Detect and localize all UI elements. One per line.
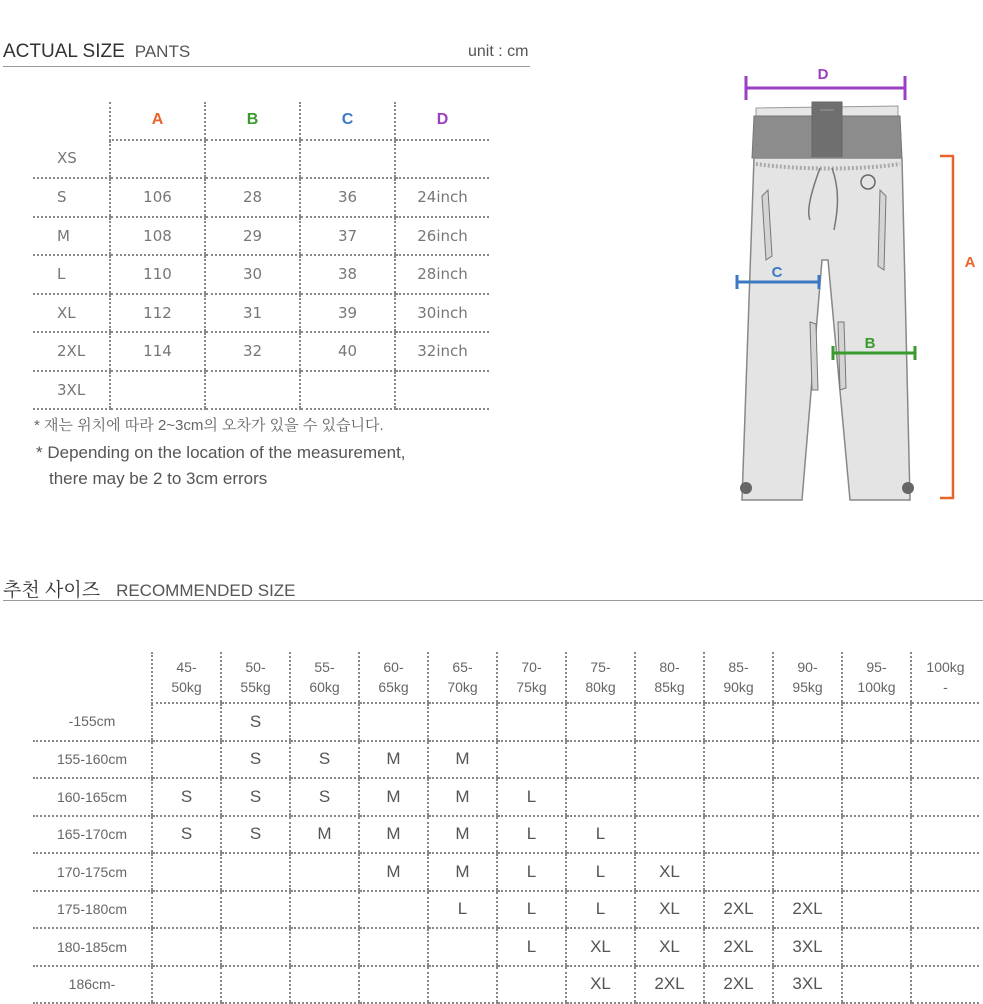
height-row xyxy=(33,966,979,1004)
recommended-size-cell xyxy=(221,928,290,966)
recommended-size-cell xyxy=(428,928,497,966)
col-header-d: D xyxy=(395,102,489,140)
height-label: 186cm- xyxy=(33,966,152,1004)
measurement-cell xyxy=(395,140,489,179)
height-label: 160-165cm xyxy=(33,778,152,816)
cuff-toggle-left xyxy=(740,482,752,494)
recommended-size-cell xyxy=(359,703,428,741)
actual-size-subtitle: PANTS xyxy=(134,42,191,61)
recommended-size-cell xyxy=(497,703,566,741)
recommended-size-cell xyxy=(290,928,359,966)
recommended-size-cell xyxy=(773,778,842,816)
weight-header xyxy=(842,652,911,703)
pants-diagram xyxy=(720,60,983,510)
size-label: M xyxy=(33,217,110,256)
size-header-empty xyxy=(33,102,110,140)
weight-header-line1: 55- xyxy=(314,659,335,675)
weight-header xyxy=(221,652,290,703)
recommended-size-cell xyxy=(773,816,842,854)
note-english-line2: there may be 2 to 3cm errors xyxy=(49,469,268,488)
measurement-cell xyxy=(300,371,395,410)
height-row xyxy=(33,778,979,816)
recommended-size-cell xyxy=(359,928,428,966)
actual-size-row xyxy=(33,255,489,294)
size-label: L xyxy=(33,255,110,294)
measurement-cell: 28 xyxy=(205,178,300,217)
recommended-size-cell: L xyxy=(566,891,635,929)
weight-header xyxy=(359,652,428,703)
recommended-size-cell: 2XL xyxy=(773,891,842,929)
recommended-size-cell: S xyxy=(152,816,221,854)
recommended-size-cell xyxy=(635,816,704,854)
recommended-size-cell: 2XL xyxy=(704,928,773,966)
actual-size-divider xyxy=(3,66,530,67)
weight-header-line1: 65- xyxy=(452,659,473,675)
recommended-size-cell xyxy=(635,703,704,741)
recommended-size-cell: S xyxy=(152,778,221,816)
weight-header-line2: 70kg xyxy=(447,679,478,695)
recommended-size-cell xyxy=(566,778,635,816)
weight-header-line1: 50- xyxy=(245,659,266,675)
height-row xyxy=(33,853,979,891)
recommended-size-cell xyxy=(566,741,635,779)
recommended-size-cell xyxy=(911,853,979,891)
weight-header xyxy=(704,652,773,703)
actual-size-row xyxy=(33,294,489,333)
recommended-size-cell xyxy=(359,891,428,929)
recommended-size-cell: S xyxy=(221,741,290,779)
recommended-size-cell: M xyxy=(428,816,497,854)
weight-header-line2: 75kg xyxy=(516,679,547,695)
measurement-cell: 32 xyxy=(205,332,300,371)
measurement-cell: 112 xyxy=(110,294,205,333)
actual-size-title-text: ACTUAL SIZE xyxy=(3,41,125,62)
measurement-cell: 30inch xyxy=(395,294,489,333)
weight-header-line2: 60kg xyxy=(309,679,340,695)
height-label: 155-160cm xyxy=(33,741,152,779)
recommended-size-cell: L xyxy=(566,853,635,891)
recommended-size-title xyxy=(3,575,296,602)
size-label: 2XL xyxy=(33,332,110,371)
weight-header xyxy=(497,652,566,703)
weight-header-line2: - xyxy=(943,679,948,695)
measurement-cell: 40 xyxy=(300,332,395,371)
recommended-size-cell xyxy=(290,853,359,891)
weight-header-line1: 90- xyxy=(797,659,818,675)
recommended-size-cell xyxy=(497,966,566,1004)
recommended-size-divider xyxy=(3,600,983,601)
recommended-size-cell xyxy=(842,891,911,929)
recommended-size-cell: L xyxy=(566,816,635,854)
recommended-size-cell: M xyxy=(359,816,428,854)
recommended-size-cell: S xyxy=(290,741,359,779)
recommended-size-cell xyxy=(290,891,359,929)
recommended-size-cell: 2XL xyxy=(704,966,773,1004)
weight-header-line2: 65kg xyxy=(378,679,409,695)
recommended-size-cell xyxy=(842,816,911,854)
size-label: XL xyxy=(33,294,110,333)
height-row xyxy=(33,891,979,929)
recommended-size-cell: M xyxy=(290,816,359,854)
recommended-size-cell: L xyxy=(497,853,566,891)
height-label: 175-180cm xyxy=(33,891,152,929)
height-row xyxy=(33,703,979,741)
recommended-size-cell: M xyxy=(428,741,497,779)
recommended-size-cell: XL xyxy=(566,928,635,966)
note-english xyxy=(36,440,406,492)
measurement-cell: 30 xyxy=(205,255,300,294)
recommended-size-cell xyxy=(704,816,773,854)
weight-header xyxy=(428,652,497,703)
recommended-size-cell xyxy=(911,778,979,816)
measurement-cell: 28inch xyxy=(395,255,489,294)
recommended-size-cell xyxy=(842,741,911,779)
weight-header-row xyxy=(33,652,979,703)
weight-header-line2: 90kg xyxy=(723,679,754,695)
height-label: 165-170cm xyxy=(33,816,152,854)
header-empty-cell xyxy=(33,652,152,703)
height-label: -155cm xyxy=(33,703,152,741)
size-label: XS xyxy=(33,140,110,179)
actual-size-row xyxy=(33,371,489,410)
recommended-size-cell xyxy=(359,966,428,1004)
recommended-size-cell: M xyxy=(428,853,497,891)
recommended-size-cell: L xyxy=(497,891,566,929)
recommended-size-cell xyxy=(635,741,704,779)
actual-size-row xyxy=(33,178,489,217)
weight-header xyxy=(635,652,704,703)
measure-c-label: C xyxy=(771,264,783,281)
recommended-size-cell: 3XL xyxy=(773,928,842,966)
weight-header-line2: 80kg xyxy=(585,679,616,695)
recommended-size-cell xyxy=(773,741,842,779)
recommended-size-cell xyxy=(773,853,842,891)
recommended-size-title-kr: 추천 사이즈 xyxy=(3,580,101,601)
recommended-size-cell xyxy=(635,778,704,816)
unit-label: unit : cm xyxy=(468,43,529,60)
recommended-size-cell: L xyxy=(497,928,566,966)
recommended-size-cell xyxy=(911,928,979,966)
pocket-right xyxy=(878,190,886,270)
recommended-size-cell xyxy=(428,966,497,1004)
measurement-cell: 26inch xyxy=(395,217,489,256)
recommended-size-cell xyxy=(911,966,979,1004)
weight-header-line1: 70- xyxy=(521,659,542,675)
recommended-size-cell xyxy=(221,853,290,891)
recommended-size-cell: S xyxy=(290,778,359,816)
recommended-size-cell: S xyxy=(221,703,290,741)
measure-a-label: A xyxy=(964,254,976,271)
actual-size-row xyxy=(33,140,489,179)
weight-header-line1: 85- xyxy=(728,659,749,675)
measurement-cell: 37 xyxy=(300,217,395,256)
recommended-size-cell xyxy=(290,966,359,1004)
measure-d-label: D xyxy=(817,66,829,83)
weight-header-line1: 45- xyxy=(176,659,197,675)
recommended-size-cell: XL xyxy=(635,928,704,966)
recommended-size-cell: 2XL xyxy=(635,966,704,1004)
recommended-size-cell xyxy=(842,778,911,816)
recommended-size-cell: 2XL xyxy=(704,891,773,929)
recommended-size-cell: M xyxy=(359,853,428,891)
recommended-size-cell: XL xyxy=(635,853,704,891)
recommended-size-cell: M xyxy=(428,778,497,816)
recommended-size-cell xyxy=(911,741,979,779)
note-english-line1: * Depending on the location of the measurement, xyxy=(36,443,406,462)
col-header-c: C xyxy=(300,102,395,140)
measurement-cell: 36 xyxy=(300,178,395,217)
weight-header-line2: 50kg xyxy=(171,679,202,695)
note-korean: * 재는 위치에 따라 2~3cm의 오차가 있을 수 있습니다. xyxy=(34,417,384,434)
recommended-size-cell xyxy=(773,703,842,741)
actual-size-table xyxy=(33,102,489,410)
height-row xyxy=(33,816,979,854)
weight-header-line1: 60- xyxy=(383,659,404,675)
weight-header xyxy=(566,652,635,703)
cargo-pocket-left xyxy=(810,322,818,390)
measurement-cell xyxy=(110,371,205,410)
recommended-size-cell xyxy=(911,891,979,929)
recommended-size-cell: S xyxy=(221,816,290,854)
measurement-cell: 24inch xyxy=(395,178,489,217)
recommended-size-cell: M xyxy=(359,741,428,779)
height-label: 170-175cm xyxy=(33,853,152,891)
recommended-size-cell xyxy=(842,703,911,741)
weight-header-line2: 85kg xyxy=(654,679,685,695)
actual-size-row xyxy=(33,217,489,256)
recommended-size-cell xyxy=(704,703,773,741)
recommended-size-cell xyxy=(497,741,566,779)
height-row xyxy=(33,741,979,779)
weight-header-line2: 100kg xyxy=(857,679,896,695)
recommended-size-cell xyxy=(842,928,911,966)
recommended-size-cell xyxy=(911,816,979,854)
recommended-size-cell: S xyxy=(221,778,290,816)
recommended-size-cell xyxy=(221,966,290,1004)
recommended-size-cell: 3XL xyxy=(773,966,842,1004)
measurement-cell xyxy=(395,371,489,410)
height-label: 180-185cm xyxy=(33,928,152,966)
measurement-cell: 31 xyxy=(205,294,300,333)
recommended-size-cell: L xyxy=(497,778,566,816)
measurement-cell: 29 xyxy=(205,217,300,256)
recommended-size-cell xyxy=(152,891,221,929)
weight-header xyxy=(152,652,221,703)
weight-header xyxy=(911,652,979,703)
waistband-tab xyxy=(812,102,842,160)
recommended-size-cell xyxy=(152,966,221,1004)
measurement-cell xyxy=(205,140,300,179)
cargo-pocket-right xyxy=(838,322,846,390)
actual-size-title xyxy=(3,41,190,63)
measurement-cell: 38 xyxy=(300,255,395,294)
measurement-cell xyxy=(300,140,395,179)
weight-header-line2: 95kg xyxy=(792,679,823,695)
recommended-size-cell: L xyxy=(497,816,566,854)
recommended-size-cell xyxy=(911,703,979,741)
measure-b-label: B xyxy=(864,335,876,352)
recommended-size-cell xyxy=(152,853,221,891)
measurement-cell xyxy=(110,140,205,179)
recommended-size-table xyxy=(33,652,979,1004)
recommended-size-subtitle: RECOMMENDED SIZE xyxy=(116,581,296,600)
weight-header xyxy=(773,652,842,703)
measurement-cell: 32inch xyxy=(395,332,489,371)
measurement-cell: 108 xyxy=(110,217,205,256)
height-row xyxy=(33,928,979,966)
size-label: S xyxy=(33,178,110,217)
recommended-size-cell xyxy=(152,928,221,966)
measurement-cell: 114 xyxy=(110,332,205,371)
recommended-size-cell xyxy=(704,853,773,891)
size-label: 3XL xyxy=(33,371,110,410)
recommended-size-cell: XL xyxy=(635,891,704,929)
recommended-size-cell xyxy=(221,891,290,929)
weight-header-line1: 95- xyxy=(866,659,887,675)
recommended-size-cell xyxy=(566,703,635,741)
recommended-size-cell: M xyxy=(359,778,428,816)
measurement-cell: 106 xyxy=(110,178,205,217)
cuff-toggle-right xyxy=(902,482,914,494)
actual-size-row xyxy=(33,332,489,371)
col-header-b: B xyxy=(205,102,300,140)
recommended-size-cell xyxy=(290,703,359,741)
recommended-size-cell: XL xyxy=(566,966,635,1004)
measurement-cell: 39 xyxy=(300,294,395,333)
weight-header-line1: 75- xyxy=(590,659,611,675)
recommended-size-cell xyxy=(704,741,773,779)
weight-header xyxy=(290,652,359,703)
recommended-size-cell xyxy=(842,966,911,1004)
recommended-size-cell xyxy=(152,741,221,779)
weight-header-line1: 80- xyxy=(659,659,680,675)
recommended-size-cell xyxy=(704,778,773,816)
weight-header-line1: 100kg xyxy=(926,659,965,675)
weight-header-line2: 55kg xyxy=(240,679,271,695)
col-header-a: A xyxy=(110,102,205,140)
actual-size-header-row xyxy=(33,102,489,140)
recommended-size-cell xyxy=(842,853,911,891)
measurement-cell xyxy=(205,371,300,410)
recommended-size-cell xyxy=(428,703,497,741)
measurement-cell: 110 xyxy=(110,255,205,294)
recommended-size-cell xyxy=(152,703,221,741)
recommended-size-cell: L xyxy=(428,891,497,929)
